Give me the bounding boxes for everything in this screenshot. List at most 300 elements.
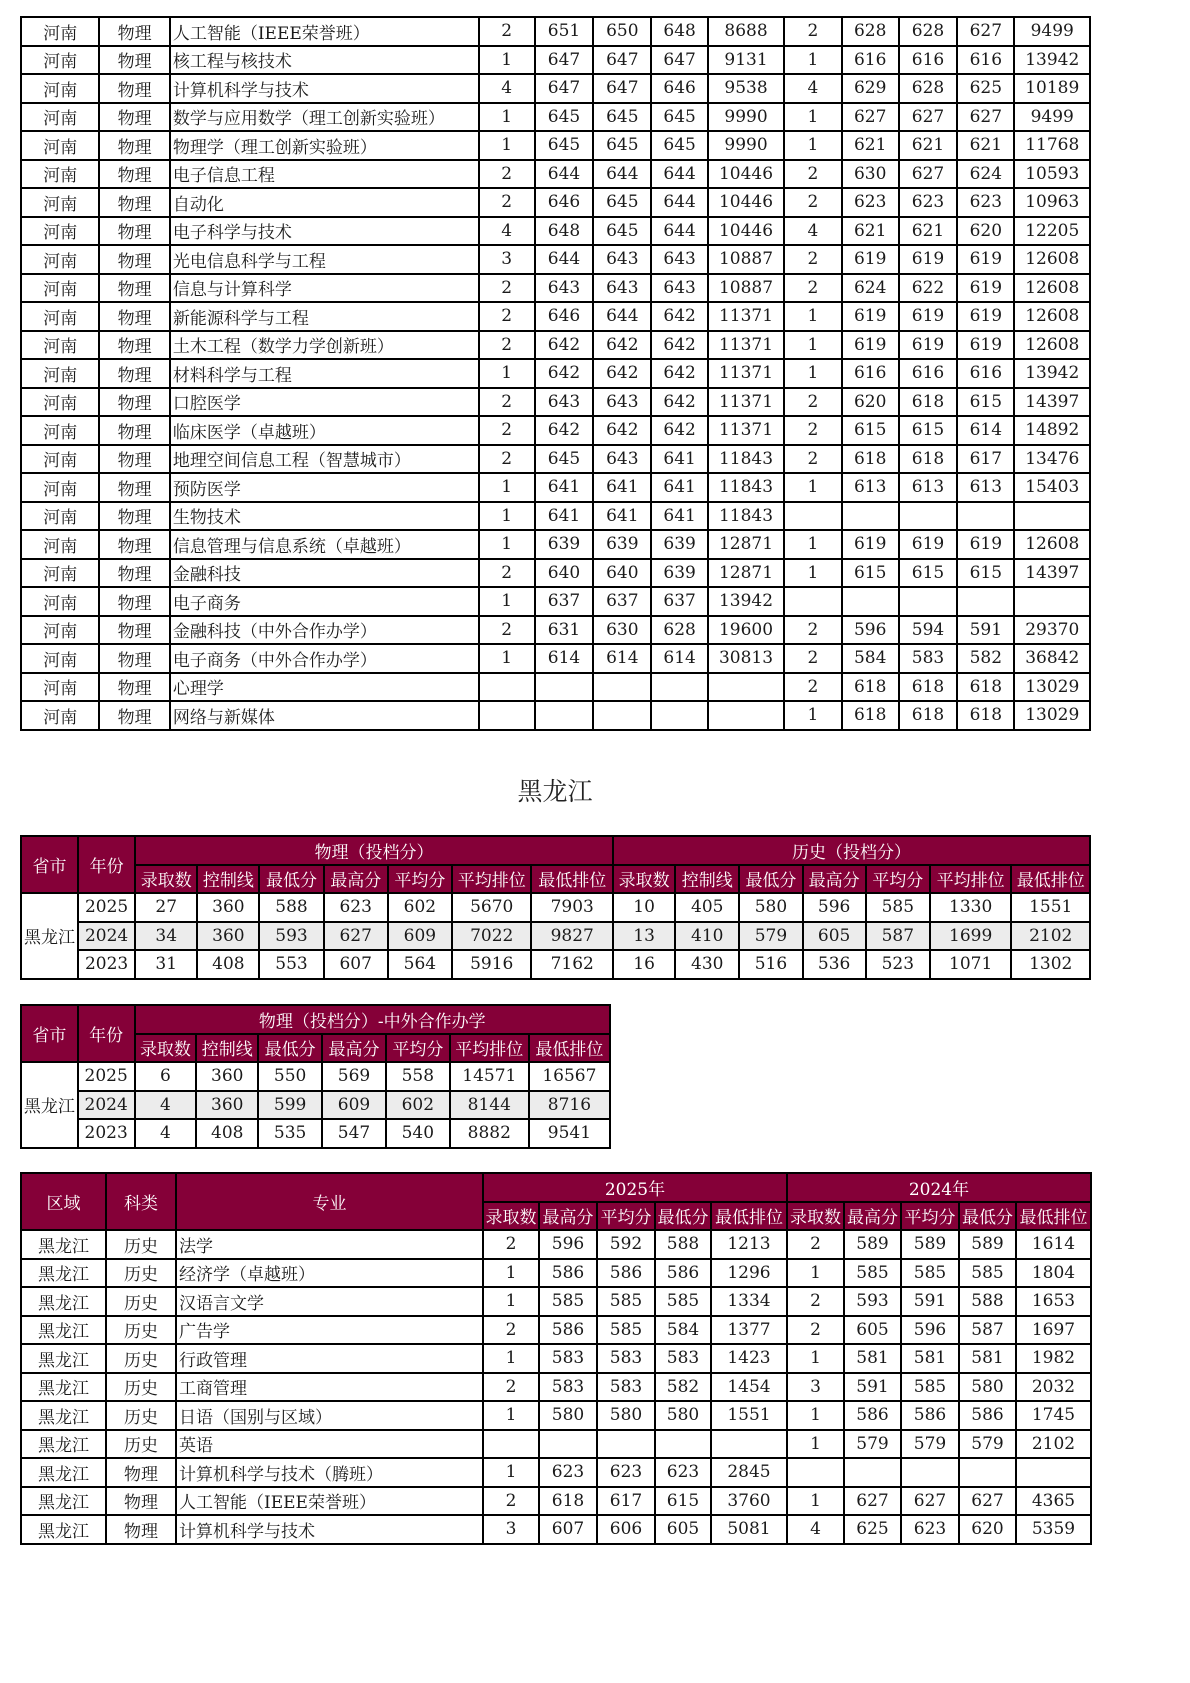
value-2024-cell [784,502,841,531]
value-2024-cell: 583 [899,644,957,673]
subject-cell: 物理 [99,217,169,246]
subject-cell: 物理 [99,616,169,645]
value-2024-cell: 1 [787,1259,844,1288]
value-2024-cell: 29370 [1014,616,1090,645]
subject-cell: 物理 [99,131,169,160]
major-cell: 行政管理 [176,1344,483,1373]
value-2024-cell [1014,587,1090,616]
col-header: 最低排位 [1011,865,1090,894]
value-2024-cell: 627 [957,17,1014,46]
value-2024-cell: 580 [959,1373,1016,1402]
value-2024-cell [901,1458,959,1487]
major-cell: 汉语言文学 [176,1287,483,1316]
table-row [21,217,1090,246]
value-cell: 569 [322,1062,386,1091]
col-header: 录取数 [613,865,675,894]
physics-value-cell: 623 [324,893,388,922]
table-row [21,559,1090,588]
value-2025-cell: 642 [651,331,707,360]
major-cell: 心理学 [170,673,479,702]
value-2025-cell: 580 [539,1401,597,1430]
col-header: 平均分 [386,1034,450,1063]
value-2024-cell: 616 [899,359,957,388]
henan-majors-body [21,17,1090,730]
value-2025-cell: 585 [539,1287,597,1316]
value-2024-cell: 615 [957,388,1014,417]
value-2025-cell: 11371 [708,359,784,388]
value-2025-cell: 639 [593,530,651,559]
table-row [21,616,1090,645]
major-cell: 广告学 [176,1316,483,1345]
value-2024-cell: 591 [901,1287,959,1316]
region-cell: 河南 [21,74,99,103]
year-cell: 2025 [78,893,135,922]
history-value-cell: 516 [739,950,802,979]
value-2025-cell: 642 [593,359,651,388]
physics-value-cell: 588 [259,893,323,922]
hlj-overview-body [21,893,1090,979]
major-cell: 人工智能（IEEE荣誉班） [170,17,479,46]
history-value-cell: 580 [739,893,802,922]
major-cell: 计算机科学与技术 [170,74,479,103]
region-cell: 河南 [21,188,99,217]
subject-cell: 物理 [106,1458,176,1487]
col-header: 录取数 [483,1202,539,1231]
value-2024-cell: 619 [842,302,899,331]
value-2024-cell: 1 [787,1430,844,1459]
value-2024-cell: 627 [957,103,1014,132]
value-2024-cell: 9499 [1014,103,1090,132]
value-2025-cell: 643 [651,245,707,274]
value-2025-cell: 650 [593,17,651,46]
value-2025-cell: 1454 [711,1373,787,1402]
physics-value-cell: 360 [197,893,259,922]
value-2025-cell: 9990 [708,103,784,132]
value-2025-cell: 585 [655,1287,711,1316]
value-2024-cell: 12608 [1014,274,1090,303]
physics-value-cell: 7162 [531,950,613,979]
value-2025-cell: 11843 [708,473,784,502]
region-cell: 河南 [21,245,99,274]
value-2024-cell: 581 [901,1344,959,1373]
history-value-cell: 405 [675,893,739,922]
value-2025-cell: 647 [651,46,707,75]
group-physics-sino-foreign: 物理（投档分）-中外合作办学 [135,1005,610,1034]
subject-cell: 历史 [106,1430,176,1459]
value-2025-cell: 631 [535,616,593,645]
value-2025-cell: 1423 [711,1344,787,1373]
value-2024-cell [842,502,899,531]
subject-cell: 物理 [99,46,169,75]
physics-value-cell: 564 [388,950,452,979]
section-title: 黑龙江 [517,777,593,806]
value-2024-cell: 2 [784,445,841,474]
history-value-cell: 587 [866,922,930,951]
value-2024-cell [957,502,1014,531]
major-cell: 网络与新媒体 [170,701,479,730]
subject-cell: 物理 [99,445,169,474]
history-value-cell: 1302 [1011,950,1090,979]
col-header: 最低分 [258,1034,322,1063]
value-2025-cell: 2 [479,331,535,360]
physics-value-cell: 607 [324,950,388,979]
value-2025-cell: 641 [651,502,707,531]
value-cell: 14571 [450,1062,529,1091]
major-cell: 自动化 [170,188,479,217]
value-2025-cell: 1 [479,131,535,160]
value-2025-cell: 623 [655,1458,711,1487]
value-2025-cell: 1 [483,1401,539,1430]
value-2025-cell [535,701,593,730]
value-2025-cell: 11371 [708,302,784,331]
value-2024-cell: 1 [787,1487,844,1516]
subject-cell: 物理 [99,530,169,559]
table-row [21,103,1090,132]
value-2025-cell: 2845 [711,1458,787,1487]
table-row [21,245,1090,274]
value-cell: 8716 [529,1091,610,1120]
value-2024-cell: 622 [899,274,957,303]
major-cell: 地理空间信息工程（智慧城市） [170,445,479,474]
major-cell: 电子科学与技术 [170,217,479,246]
table-row [21,530,1090,559]
value-2025-cell: 642 [535,359,593,388]
henan-majors-table [20,16,1091,731]
value-2025-cell [593,673,651,702]
history-value-cell: 536 [803,950,866,979]
region-cell: 河南 [21,701,99,730]
table-row [21,131,1090,160]
major-cell: 经济学（卓越班） [176,1259,483,1288]
physics-value-cell: 31 [135,950,197,979]
value-2025-cell [535,673,593,702]
col-header: 平均分 [597,1202,655,1231]
value-2024-cell: 594 [899,616,957,645]
value-2025-cell: 644 [593,302,651,331]
subject-cell: 历史 [106,1373,176,1402]
value-2025-cell: 637 [651,587,707,616]
physics-value-cell: 360 [197,922,259,951]
value-2024-cell: 10963 [1014,188,1090,217]
major-cell: 人工智能（IEEE荣誉班） [176,1487,483,1516]
value-2025-cell [479,673,535,702]
value-2024-cell: 1653 [1016,1287,1091,1316]
physics-value-cell: 408 [197,950,259,979]
value-2025-cell [655,1430,711,1459]
value-2025-cell: 1334 [711,1287,787,1316]
major-cell: 数学与应用数学（理工创新实验班） [170,103,479,132]
major-cell: 电子信息工程 [170,160,479,189]
col-year: 年份 [78,836,135,893]
major-cell: 土木工程（数学力学创新班） [170,331,479,360]
value-2024-cell: 1 [784,302,841,331]
value-2025-cell: 586 [597,1259,655,1288]
value-2024-cell: 616 [957,359,1014,388]
province-cell: 黑龙江 [21,1062,78,1148]
major-cell: 电子商务（中外合作办学） [170,644,479,673]
subject-cell: 历史 [106,1230,176,1259]
value-2025-cell: 2 [479,388,535,417]
table-row [21,1487,1091,1516]
value-2024-cell: 585 [959,1259,1016,1288]
physics-value-cell: 627 [324,922,388,951]
value-2024-cell: 1 [784,359,841,388]
region-cell: 河南 [21,17,99,46]
value-2024-cell: 1982 [1016,1344,1091,1373]
value-2024-cell: 605 [844,1316,901,1345]
value-2024-cell: 628 [899,74,957,103]
value-2024-cell: 4 [787,1515,844,1544]
table-row [21,359,1090,388]
value-2024-cell: 591 [844,1373,901,1402]
value-2024-cell: 620 [959,1515,1016,1544]
value-2025-cell: 639 [535,530,593,559]
value-2025-cell: 3 [483,1515,539,1544]
value-2025-cell [593,701,651,730]
value-2024-cell: 616 [842,359,899,388]
hlj-majors-table [20,1172,1092,1545]
value-2025-cell: 1 [479,103,535,132]
region-cell: 黑龙江 [21,1373,106,1402]
value-2025-cell: 1 [483,1259,539,1288]
value-2024-cell: 623 [842,188,899,217]
value-2024-cell: 615 [957,559,1014,588]
value-2024-cell: 585 [901,1259,959,1288]
region-cell: 河南 [21,559,99,588]
value-2024-cell: 613 [957,473,1014,502]
value-2024-cell: 2 [784,673,841,702]
major-cell: 物理学（理工创新实验班） [170,131,479,160]
history-value-cell: 1071 [930,950,1012,979]
table-row [21,388,1090,417]
value-2024-cell: 619 [842,530,899,559]
value-2024-cell: 596 [901,1316,959,1345]
value-cell: 360 [196,1091,258,1120]
subject-cell: 物理 [99,502,169,531]
value-2024-cell: 629 [842,74,899,103]
group-2025: 2025年 [483,1173,787,1202]
province-cell: 黑龙江 [21,893,78,979]
region-cell: 河南 [21,103,99,132]
value-2025-cell: 1 [483,1344,539,1373]
value-2025-cell: 643 [593,388,651,417]
value-2024-cell: 619 [899,302,957,331]
value-2025-cell: 30813 [708,644,784,673]
history-value-cell: 1699 [930,922,1012,951]
value-2024-cell: 579 [844,1430,901,1459]
value-2025-cell: 643 [651,274,707,303]
col-header: 最低排位 [531,865,613,894]
table-row [21,1430,1091,1459]
hlj-majors-body [21,1230,1091,1544]
value-2024-cell: 591 [957,616,1014,645]
value-2025-cell: 647 [593,46,651,75]
value-2025-cell: 592 [597,1230,655,1259]
value-2024-cell: 628 [899,17,957,46]
region-cell: 河南 [21,46,99,75]
value-2024-cell: 13942 [1014,46,1090,75]
value-2025-cell: 614 [651,644,707,673]
major-cell: 金融科技（中外合作办学） [170,616,479,645]
value-2025-cell: 10446 [708,160,784,189]
value-2025-cell [597,1430,655,1459]
value-2025-cell: 2 [483,1316,539,1345]
table-row [21,1091,610,1120]
table-row [21,1344,1091,1373]
value-2024-cell: 36842 [1014,644,1090,673]
region-cell: 河南 [21,160,99,189]
value-2025-cell: 1 [479,46,535,75]
value-2025-cell: 588 [655,1230,711,1259]
value-2024-cell [1016,1458,1091,1487]
value-cell: 540 [386,1119,450,1148]
hlj-sino-foreign-body [21,1062,610,1148]
value-2024-cell: 615 [842,416,899,445]
value-2025-cell: 4 [479,74,535,103]
history-value-cell: 1551 [1011,893,1090,922]
value-2024-cell [1014,502,1090,531]
value-2025-cell: 642 [651,388,707,417]
value-2024-cell: 593 [844,1287,901,1316]
table-row [21,1373,1091,1402]
year-cell: 2024 [78,1091,135,1120]
value-2024-cell: 627 [842,103,899,132]
value-2025-cell: 614 [535,644,593,673]
region-cell: 黑龙江 [21,1515,106,1544]
col-header: 最低分 [959,1202,1016,1231]
value-2024-cell: 615 [899,416,957,445]
major-cell: 预防医学 [170,473,479,502]
physics-value-cell: 602 [388,893,452,922]
value-2025-cell: 583 [539,1344,597,1373]
value-2024-cell: 627 [899,160,957,189]
value-2024-cell: 579 [901,1430,959,1459]
value-2025-cell [651,701,707,730]
subject-cell: 物理 [99,673,169,702]
value-2024-cell: 618 [842,445,899,474]
value-cell: 408 [196,1119,258,1148]
history-value-cell: 10 [613,893,675,922]
col-year: 年份 [78,1005,135,1062]
hlj-overview-table [20,835,1091,980]
group-history: 历史（投档分） [613,836,1090,865]
value-2025-cell: 10887 [708,274,784,303]
value-2024-cell: 618 [899,701,957,730]
col-header: 控制线 [196,1034,258,1063]
col-header: 控制线 [197,865,259,894]
value-2025-cell: 586 [539,1316,597,1345]
value-cell: 16567 [529,1062,610,1091]
value-2024-cell: 579 [959,1430,1016,1459]
value-cell: 558 [386,1062,450,1091]
value-2025-cell: 648 [535,217,593,246]
value-2024-cell: 2 [784,616,841,645]
value-2025-cell: 637 [535,587,593,616]
col-header: 最低排位 [1016,1202,1091,1231]
region-cell: 河南 [21,473,99,502]
value-2025-cell: 9131 [708,46,784,75]
value-2024-cell: 627 [899,103,957,132]
table-row [21,1316,1091,1345]
value-2024-cell: 620 [957,217,1014,246]
subject-cell: 物理 [99,17,169,46]
value-2025-cell: 640 [593,559,651,588]
region-cell: 河南 [21,616,99,645]
value-2025-cell: 1296 [711,1259,787,1288]
value-2024-cell: 618 [957,701,1014,730]
value-2024-cell: 585 [844,1259,901,1288]
value-2025-cell: 617 [597,1487,655,1516]
history-value-cell: 585 [866,893,930,922]
value-2024-cell: 2 [784,416,841,445]
value-2025-cell: 644 [651,217,707,246]
value-2025-cell: 2 [479,616,535,645]
region-cell: 河南 [21,530,99,559]
major-cell: 口腔医学 [170,388,479,417]
value-2025-cell: 645 [593,131,651,160]
value-2025-cell: 642 [651,416,707,445]
major-cell: 信息与计算科学 [170,274,479,303]
history-value-cell: 410 [675,922,739,951]
col-header: 最高分 [539,1202,597,1231]
value-2024-cell: 630 [842,160,899,189]
table-row [21,1259,1091,1288]
value-2025-cell: 2 [479,559,535,588]
table-row [21,416,1090,445]
major-cell: 法学 [176,1230,483,1259]
table-row [21,1119,610,1148]
physics-value-cell: 553 [259,950,323,979]
major-cell: 生物技术 [170,502,479,531]
col-header: 最高分 [324,865,388,894]
region-cell: 黑龙江 [21,1430,106,1459]
region-cell: 河南 [21,416,99,445]
value-2025-cell: 642 [593,331,651,360]
value-2025-cell: 1 [479,473,535,502]
value-2025-cell: 628 [651,616,707,645]
value-2024-cell: 620 [842,388,899,417]
value-cell: 609 [322,1091,386,1120]
value-2025-cell: 647 [593,74,651,103]
value-2025-cell: 648 [651,17,707,46]
value-2025-cell: 623 [597,1458,655,1487]
table-row [21,644,1090,673]
value-2024-cell: 1745 [1016,1401,1091,1430]
value-2024-cell: 613 [842,473,899,502]
value-2024-cell: 586 [844,1401,901,1430]
table-row [21,46,1090,75]
value-2025-cell: 11371 [708,331,784,360]
table-row [21,473,1090,502]
value-2025-cell: 647 [535,74,593,103]
value-2024-cell: 623 [957,188,1014,217]
region-cell: 黑龙江 [21,1487,106,1516]
subject-cell: 物理 [99,388,169,417]
value-cell: 599 [258,1091,322,1120]
major-cell: 英语 [176,1430,483,1459]
value-2025-cell: 640 [535,559,593,588]
history-value-cell: 13 [613,922,675,951]
value-2024-cell: 623 [901,1515,959,1544]
history-value-cell: 579 [739,922,802,951]
value-2025-cell: 641 [535,473,593,502]
value-2025-cell: 643 [535,388,593,417]
col-header: 平均排位 [930,865,1012,894]
value-2025-cell: 643 [535,274,593,303]
value-2024-cell: 10189 [1014,74,1090,103]
value-2024-cell: 12608 [1014,302,1090,331]
table-row [21,331,1090,360]
